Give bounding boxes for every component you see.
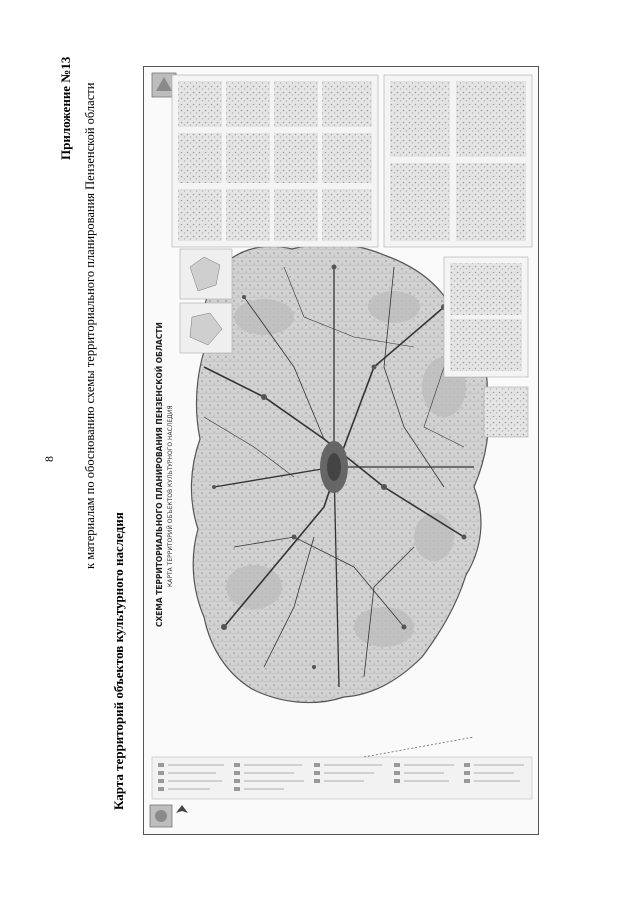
- north-arrow-icon: [176, 805, 188, 813]
- page-number: 8: [42, 456, 56, 462]
- appendix-title: Приложение №13: [58, 56, 73, 160]
- appendix-subtitle: к материалам по обоснованию схемы территориального планирования Пензенской области: [83, 82, 97, 569]
- map-graphic: [144, 67, 539, 835]
- map-sheet: [143, 66, 539, 835]
- legend: [152, 757, 532, 799]
- map-heading: Карта территорий объектов культурного наследия: [111, 512, 126, 810]
- map-title: СХЕМА ТЕРРИТОРИАЛЬНОГО ПЛАНИРОВАНИЯ ПЕНЗЕНСКОЙ ОБЛАСТИ: [155, 322, 164, 627]
- city-marker: [320, 441, 348, 493]
- map-subtitle: КАРТА ТЕРРИТОРИЙ ОБЪЕКТОВ КУЛЬТУРНОГО НАСЛЕДИЯ: [167, 405, 174, 587]
- emblem-bottom-icon: [150, 805, 172, 827]
